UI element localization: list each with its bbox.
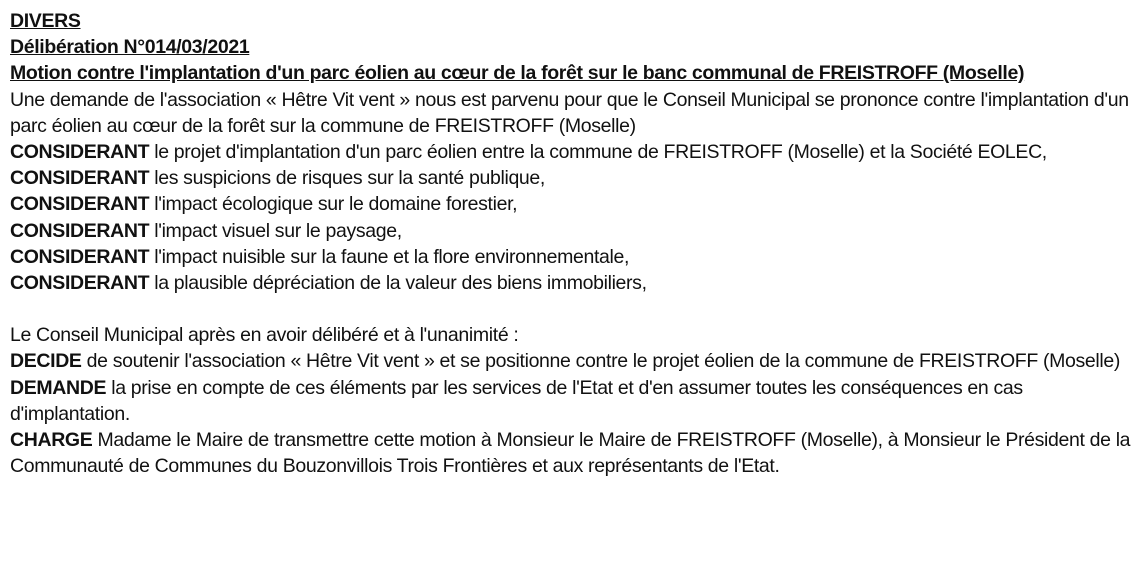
considerant-text: la plausible dépréciation de la valeur des biens immobiliers, — [149, 272, 647, 295]
considerant-item — [10, 270, 1136, 296]
paragraph-spacer — [10, 296, 1136, 322]
considerant-text: les suspicions de risques sur la santé publique, — [149, 167, 545, 190]
decision-item — [10, 375, 1136, 427]
considerant-item — [10, 191, 1136, 217]
considerant-text: l'impact visuel sur le paysage, — [149, 219, 402, 242]
decision-item — [10, 348, 1136, 374]
considerant-keyword: CONSIDERANT — [10, 272, 150, 295]
decision-text: Madame le Maire de transmettre cette motion à Monsieur le Maire de FREISTROFF (Moselle), à Monsieur le Président de la Communauté de Communes du Bouzonvillois Trois Frontières et aux représentants de l'Etat. — [10, 429, 1131, 478]
decision-keyword: DEMANDE — [10, 376, 107, 399]
considerant-keyword: CONSIDERANT — [10, 141, 150, 164]
decision-item — [10, 427, 1136, 479]
considerant-text: l'impact nuisible sur la faune et la flore environnementale, — [149, 245, 630, 268]
decision-keyword: DECIDE — [10, 350, 82, 373]
section-heading: DIVERS — [10, 10, 81, 32]
motion-title: Motion contre l'implantation d'un parc éolien au cœur de la forêt sur le banc communal de FREISTROFF (Moselle) — [10, 62, 1025, 85]
decision-keyword: CHARGE — [10, 429, 93, 452]
considerant-item — [10, 244, 1136, 270]
decision-text: la prise en compte de ces éléments par les services de l'Etat et d'en assumer toutes les conséquences en cas d'implantation. — [10, 376, 1023, 425]
decision-text: de soutenir l'association « Hêtre Vit vent » et se positionne contre le projet éolien de la commune de FREISTROFF (Moselle) — [81, 350, 1120, 373]
considerant-text: l'impact écologique sur le domaine forestier, — [149, 193, 518, 216]
conclusion-intro: Le Conseil Municipal après en avoir délibéré et à l'unanimité : — [10, 324, 519, 347]
considerant-text: le projet d'implantation d'un parc éolien entre la commune de FREISTROFF (Moselle) et la Société EOLEC, — [149, 141, 1047, 164]
considerant-keyword: CONSIDERANT — [10, 219, 150, 242]
considerant-item — [10, 165, 1136, 191]
intro-paragraph: Une demande de l'association « Hêtre Vit vent » nous est parvenu pour que le Conseil Municipal se prononce contre l'implantation d'un parc éolien au cœur de la forêt sur la commune de FREISTROFF (Moselle) — [10, 88, 1129, 137]
considerant-keyword: CONSIDERANT — [10, 193, 150, 216]
considerant-keyword: CONSIDERANT — [10, 167, 150, 190]
considerant-item — [10, 139, 1136, 165]
deliberation-number: Délibération N°014/03/2021 — [10, 36, 250, 59]
deliberation-document — [10, 8, 1136, 479]
considerant-item — [10, 218, 1136, 244]
considerant-keyword: CONSIDERANT — [10, 245, 150, 268]
